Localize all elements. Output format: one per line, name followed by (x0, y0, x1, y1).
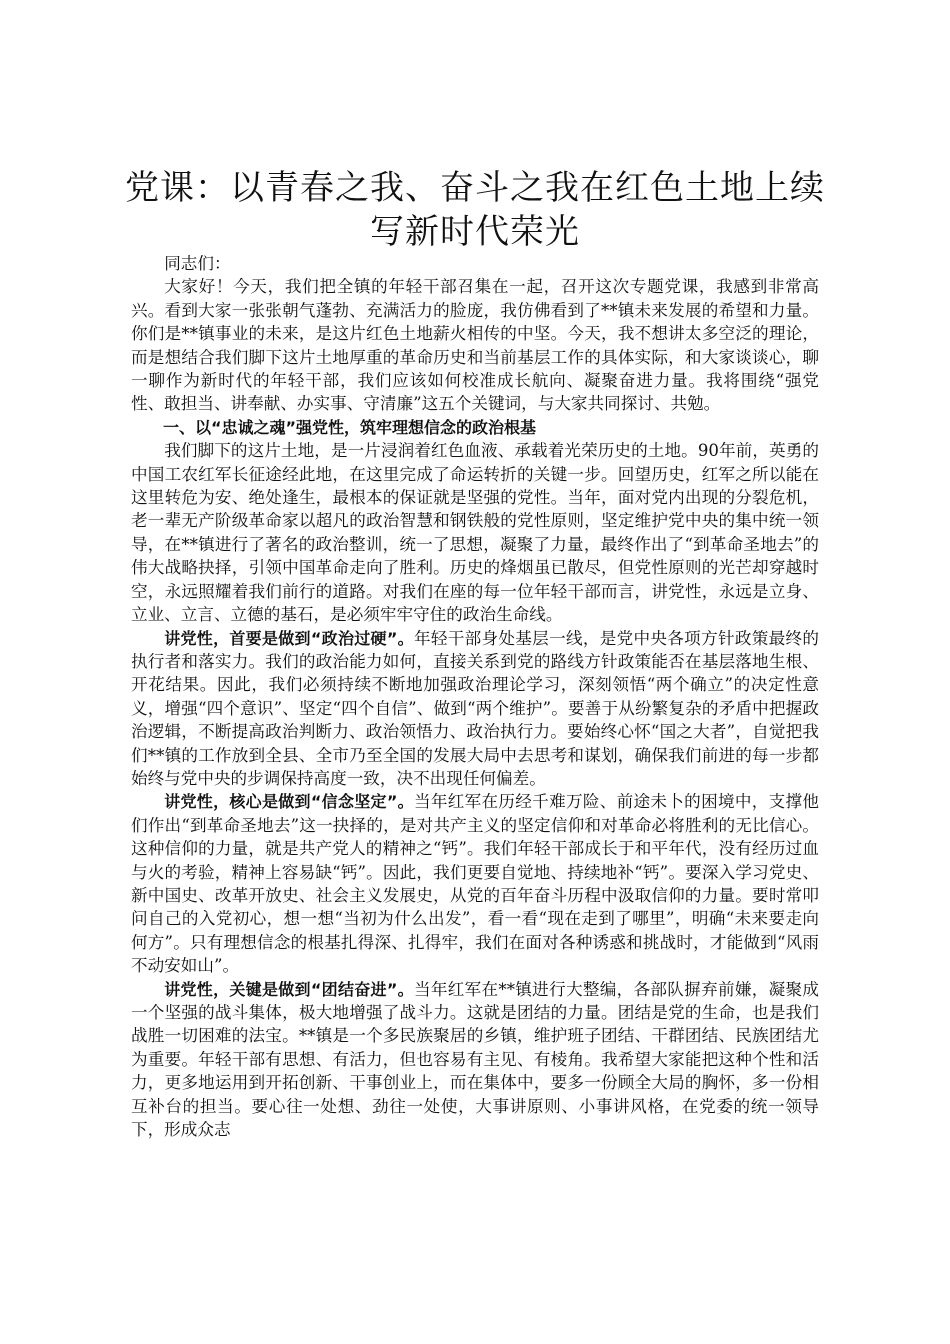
body-paragraph (131, 978, 819, 1142)
paragraph-text: 当年红军在**镇进行大整编，各部队摒弃前嫌，凝聚成一个坚强的战斗集体，极大地增强了战斗力。这就是团结的力量。团结是党的生命，也是我们战胜一切困难的法宝。**镇是一个多民族聚居的乡镇，维护班子团结、干群团结、民族团结尤为重要。年轻干部有思想、有活力，但也容易有主见、有棱角。我希望大家能把这种个性和活力，更多地运用到开拓创新、干事创业上，而在集体中，要多一份顾全大局的胸怀，多一份相互补台的担当。要心往一处想、劲往一处使，大事讲原则、小事讲风格，在党委的统一领导下，形成众志 (131, 979, 819, 1140)
section-heading: 一、以“忠诚之魂”强党性，筑牢理想信念的政治根基 (163, 417, 537, 437)
body-paragraph: 我们脚下的这片土地，是一片浸润着红色血液、承载着光荣历史的土地。90年前，英勇的中国工农红军长征途经此地，在这里完成了命运转折的关键一步。回望历史，红军之所以能在这里转危为安、绝处逢生，最根本的保证就是坚强的党性。当年，面对党内出现的分裂危机，老一辈无产阶级革命家以超凡的政治智慧和钢铁般的党性原则，坚定维护党中央的集中统一领导，在**镇进行了著名的政治整训，统一了思想，凝聚了力量，最终作出了“到革命圣地去”的伟大战略抉择，引领中国革命走向了胜利。历史的烽烟虽已散尽，但党性原则的光芒却穿越时空，永远照耀着我们前行的道路。对我们在座的每一位年轻干部而言，讲党性，永远是立身、立业、立言、立德的基石，是必须牢牢守住的政治生命线。 (131, 441, 819, 625)
paragraph-lead: 讲党性，关键是做到“团结奋进”。 (164, 979, 414, 999)
intro-paragraph: 大家好！今天，我们把全镇的年轻干部召集在一起，召开这次专题党课，我感到非常高兴。看到大家一张张朝气蓬勃、充满活力的脸庞，我仿佛看到了**镇未来发展的希望和力量。你们是**镇事业的未来，是这片红色土地薪火相传的中坚。今天，我不想讲太多空泛的理论，而是想结合我们脚下这片土地厚重的革命历史和当前基层工作的具体实际，和大家谈谈心，聊一聊作为新时代的年轻干部，我们应该如何校准成长航向、凝聚奋进力量。我将围绕“强党性、敢担当、讲奉献、办实事、守清廉”这五个关键词，与大家共同探讨、共勉。 (131, 277, 819, 414)
document-body (131, 252, 819, 1141)
body-paragraph (131, 627, 819, 791)
paragraph-text: 当年红军在历经千难万险、前途未卜的困境中，支撑他们作出“到革命圣地去”这一抉择的，是对共产主义的坚定信仰和对革命必将胜利的无比信心。这种信仰的力量，就是共产党人的精神之“钙”。我们年轻干部成长于和平年代，没有经历过血与火的考验，精神上容易缺“钙”。因此，我们更要自觉地、持续地补“钙”。要深入学习党史、新中国史、改革开放史、社会主义发展史，从党的百年奋斗历程中汲取信仰的力量。要时常叩问自己的入党初心，想一想“当初为什么出发”，看一看“现在走到了哪里”，明确“未来要走向何方”。只有理想信念的根基扎得深、扎得牢，我们在面对各种诱惑和挑战时，才能做到“风雨不动安如山”。 (131, 792, 819, 976)
paragraph-lead: 讲党性，首要是做到“政治过硬”。 (164, 628, 414, 648)
paragraph-lead: 讲党性，核心是做到“信念坚定”。 (164, 792, 414, 812)
paragraph-text: 年轻干部身处基层一线，是党中央各项方针政策最终的执行者和落实力。我们的政治能力如何，直接关系到党的路线方针政策能否在基层落地生根、开花结果。因此，我们必须持续不断地加强政治理论学习，深刻领悟“两个确立”的决定性意义，增强“四个意识”、坚定“四个自信”、做到“两个维护”。要善于从纷繁复杂的矛盾中把握政治逻辑，不断提高政治判断力、政治领悟力、政治执行力。要始终心怀“国之大者”，自觉把我们**镇的工作放到全县、全市乃至全国的发展大局中去思考和谋划，确保我们前进的每一步都始终与党中央的步调保持高度一致，决不出现任何偏差。 (131, 628, 819, 788)
body-paragraph (131, 790, 819, 977)
salutation: 同志们： (164, 254, 231, 273)
document-title: 党课：以青春之我、奋斗之我在红色土地上续写新时代荣光 (125, 168, 825, 252)
